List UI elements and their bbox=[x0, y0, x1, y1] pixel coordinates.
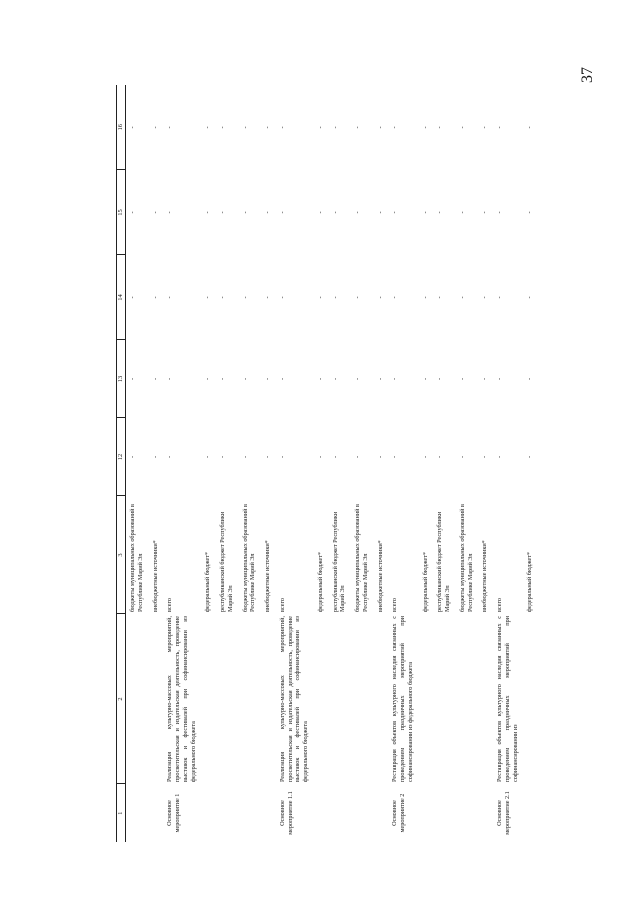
value-cell: - bbox=[219, 296, 227, 299]
activity-code bbox=[261, 784, 276, 842]
value-cell: - bbox=[241, 126, 249, 129]
activity-name bbox=[216, 614, 239, 784]
activity-name: Реализация культурно-массовых мероприятий, просветительская и издательская деятельность, проведение выставок и фестивалей при софинансировании из федерального бюджета bbox=[166, 616, 197, 782]
value-cell: - bbox=[166, 377, 174, 381]
value-cell: - bbox=[316, 377, 324, 381]
table-row bbox=[126, 85, 149, 842]
activity-name bbox=[314, 614, 329, 784]
value-cell: - bbox=[219, 211, 227, 214]
activity-name bbox=[351, 614, 374, 784]
value-cell: - bbox=[151, 455, 159, 459]
value-cell: - bbox=[354, 455, 362, 459]
table-row bbox=[374, 85, 389, 842]
table-row bbox=[239, 85, 262, 842]
value-cell: - bbox=[316, 126, 324, 129]
value-cell: - bbox=[264, 296, 272, 299]
value-cell: - bbox=[496, 455, 504, 459]
funding-source: всего bbox=[278, 598, 286, 612]
funding-source: внебюджетные источники* bbox=[151, 540, 159, 612]
activity-code bbox=[216, 784, 239, 842]
value-cell: - bbox=[436, 211, 444, 214]
activity-code bbox=[456, 784, 479, 842]
activity-name bbox=[433, 614, 456, 784]
table-row bbox=[329, 85, 352, 842]
value-cell: - bbox=[526, 296, 534, 299]
value-cell: - bbox=[421, 455, 429, 459]
col-header: 13 bbox=[117, 340, 126, 418]
value-cell: - bbox=[391, 126, 399, 129]
value-cell: - bbox=[391, 455, 399, 459]
rotated-table-page bbox=[116, 85, 596, 842]
funding-source: внебюджетные источники* bbox=[481, 540, 489, 612]
table-row bbox=[314, 85, 329, 842]
value-cell: - bbox=[278, 211, 286, 214]
value-cell: - bbox=[241, 296, 249, 299]
activity-name bbox=[374, 614, 389, 784]
value-cell: - bbox=[526, 211, 534, 214]
funding-source: внебюджетные источники* bbox=[264, 540, 272, 612]
funding-source: республиканский бюджет Республики Марий Эл bbox=[331, 511, 347, 612]
activity-name: Реализация культурно-массовых мероприятий, просветительская и издательская деятельность, проведение выставок и фестивалей при софинансировании из федерального бюджета bbox=[278, 616, 310, 782]
value-cell: - bbox=[278, 377, 286, 381]
value-cell: - bbox=[391, 296, 399, 299]
value-cell: - bbox=[421, 211, 429, 214]
value-cell: - bbox=[354, 126, 362, 129]
activity-code bbox=[523, 784, 538, 842]
activity-code bbox=[314, 784, 329, 842]
activity-code bbox=[419, 784, 434, 842]
value-cell: - bbox=[316, 296, 324, 299]
value-cell: - bbox=[278, 126, 286, 129]
activity-name bbox=[126, 614, 149, 784]
value-cell: - bbox=[421, 377, 429, 381]
col-header: 15 bbox=[117, 170, 126, 255]
value-cell: - bbox=[331, 377, 339, 381]
activity-name bbox=[239, 614, 262, 784]
value-cell: - bbox=[376, 377, 384, 381]
value-cell: - bbox=[264, 126, 272, 129]
value-cell: - bbox=[376, 211, 384, 214]
table-row bbox=[163, 85, 201, 842]
funding-source: федеральный бюджет* bbox=[316, 551, 324, 612]
funding-source: внебюджетные источники* bbox=[376, 540, 384, 612]
activity-code bbox=[433, 784, 456, 842]
value-cell: - bbox=[219, 455, 227, 459]
table-row bbox=[276, 85, 314, 842]
value-cell: - bbox=[526, 126, 534, 129]
value-cell: - bbox=[331, 296, 339, 299]
activity-code: Основное мероприятие 2 bbox=[391, 793, 407, 833]
value-cell: - bbox=[166, 296, 174, 299]
funding-source: республиканский бюджет Республики Марий Эл bbox=[219, 511, 234, 612]
value-cell: - bbox=[166, 211, 174, 214]
activity-code bbox=[478, 784, 493, 842]
funding-source: всего bbox=[391, 598, 399, 612]
value-cell: - bbox=[436, 455, 444, 459]
table-row bbox=[456, 85, 479, 842]
table-row bbox=[216, 85, 239, 842]
value-cell: - bbox=[278, 296, 286, 299]
value-cell: - bbox=[241, 211, 249, 214]
value-cell: - bbox=[526, 455, 534, 459]
value-cell: - bbox=[166, 126, 174, 129]
value-cell: - bbox=[151, 377, 159, 381]
value-cell: - bbox=[436, 126, 444, 129]
value-cell: - bbox=[219, 377, 227, 381]
value-cell: - bbox=[436, 296, 444, 299]
funding-source: федеральный бюджет* bbox=[204, 551, 212, 612]
col-header: 12 bbox=[117, 418, 126, 496]
value-cell: - bbox=[458, 211, 466, 214]
activity-name bbox=[456, 614, 479, 784]
page-number: 37 bbox=[579, 67, 596, 83]
col-header: 3 bbox=[117, 496, 126, 614]
activity-name bbox=[201, 614, 216, 784]
col-header: 16 bbox=[117, 85, 126, 170]
funding-source: бюджеты муниципальных образований в Республике Марий Эл bbox=[354, 504, 369, 612]
table-row bbox=[419, 85, 434, 842]
header-row bbox=[117, 85, 126, 842]
value-cell: - bbox=[458, 377, 466, 381]
activity-name bbox=[523, 614, 538, 784]
value-cell: - bbox=[391, 377, 399, 381]
table-row bbox=[261, 85, 276, 842]
value-cell: - bbox=[241, 455, 249, 459]
activity-name bbox=[149, 614, 164, 784]
value-cell: - bbox=[496, 211, 504, 214]
activity-name bbox=[478, 614, 493, 784]
value-cell: - bbox=[129, 126, 137, 129]
value-cell: - bbox=[376, 455, 384, 459]
value-cell: - bbox=[331, 455, 339, 459]
value-cell: - bbox=[316, 455, 324, 459]
activity-name: Реставрация объектов культурного наследия связанных с проведением праздничных мероприятий при софинансировании из bbox=[496, 616, 519, 782]
funding-source: федеральный бюджет* bbox=[526, 551, 534, 612]
value-cell: - bbox=[354, 211, 362, 214]
table-row bbox=[523, 85, 538, 842]
value-cell: - bbox=[376, 126, 384, 129]
activity-code: Основное мероприятие 2.1 bbox=[496, 791, 511, 835]
activity-code bbox=[149, 784, 164, 842]
funding-source: бюджеты муниципальных образований в Республике Марий Эл bbox=[129, 504, 144, 612]
value-cell: - bbox=[331, 126, 339, 129]
table-row bbox=[149, 85, 164, 842]
table-row bbox=[201, 85, 216, 842]
activity-name bbox=[329, 614, 352, 784]
value-cell: - bbox=[481, 126, 489, 129]
value-cell: - bbox=[264, 455, 272, 459]
value-cell: - bbox=[481, 377, 489, 381]
value-cell: - bbox=[204, 126, 212, 129]
value-cell: - bbox=[458, 455, 466, 459]
col-header: 1 bbox=[117, 784, 126, 842]
activity-code bbox=[126, 784, 149, 842]
value-cell: - bbox=[376, 296, 384, 299]
funding-source: бюджеты муниципальных образований в Республике Марий Эл bbox=[241, 504, 257, 612]
value-cell: - bbox=[278, 455, 286, 459]
col-header: 14 bbox=[117, 255, 126, 340]
activity-code bbox=[201, 784, 216, 842]
value-cell: - bbox=[354, 296, 362, 299]
activity-code: Основное мероприятие 1.1 bbox=[278, 791, 294, 835]
activity-code bbox=[351, 784, 374, 842]
value-cell: - bbox=[481, 211, 489, 214]
value-cell: - bbox=[129, 377, 137, 381]
table-row bbox=[351, 85, 374, 842]
table-body bbox=[126, 85, 539, 842]
table-row bbox=[493, 85, 523, 842]
value-cell: - bbox=[526, 377, 534, 381]
value-cell: - bbox=[204, 377, 212, 381]
table-row bbox=[478, 85, 493, 842]
activity-code: Основное мероприятие 1 bbox=[166, 793, 182, 833]
value-cell: - bbox=[204, 211, 212, 214]
value-cell: - bbox=[151, 211, 159, 214]
funding-source: всего bbox=[166, 598, 174, 612]
value-cell: - bbox=[166, 455, 174, 459]
value-cell: - bbox=[204, 296, 212, 299]
value-cell: - bbox=[421, 296, 429, 299]
value-cell: - bbox=[481, 455, 489, 459]
value-cell: - bbox=[421, 126, 429, 129]
value-cell: - bbox=[458, 296, 466, 299]
value-cell: - bbox=[151, 296, 159, 299]
value-cell: - bbox=[354, 377, 362, 381]
value-cell: - bbox=[496, 126, 504, 129]
value-cell: - bbox=[496, 296, 504, 299]
activity-name bbox=[261, 614, 276, 784]
funding-source: всего bbox=[496, 598, 504, 612]
table-row bbox=[433, 85, 456, 842]
activity-name: Реставрация объектов культурного наследия связанных с проведением праздничных мероприятий при софинансировании из федерального бюджета bbox=[391, 616, 414, 782]
funding-source: бюджеты муниципальных образований в Республике Марий Эл bbox=[458, 504, 474, 612]
value-cell: - bbox=[219, 126, 227, 129]
funding-source: федеральный бюджет* bbox=[421, 551, 429, 612]
value-cell: - bbox=[331, 211, 339, 214]
value-cell: - bbox=[151, 126, 159, 129]
value-cell: - bbox=[316, 211, 324, 214]
value-cell: - bbox=[496, 377, 504, 381]
value-cell: - bbox=[129, 211, 137, 214]
activity-code bbox=[239, 784, 262, 842]
program-table bbox=[116, 85, 538, 842]
value-cell: - bbox=[481, 296, 489, 299]
value-cell: - bbox=[204, 455, 212, 459]
value-cell: - bbox=[264, 211, 272, 214]
table-row bbox=[388, 85, 418, 842]
activity-name bbox=[419, 614, 434, 784]
value-cell: - bbox=[436, 377, 444, 381]
value-cell: - bbox=[458, 126, 466, 129]
value-cell: - bbox=[129, 455, 137, 459]
col-header: 2 bbox=[117, 614, 126, 784]
value-cell: - bbox=[264, 377, 272, 381]
funding-source: республиканский бюджет Республики Марий Эл bbox=[436, 511, 452, 612]
activity-code bbox=[329, 784, 352, 842]
value-cell: - bbox=[391, 211, 399, 214]
activity-code bbox=[374, 784, 389, 842]
value-cell: - bbox=[241, 377, 249, 381]
value-cell: - bbox=[129, 296, 137, 299]
